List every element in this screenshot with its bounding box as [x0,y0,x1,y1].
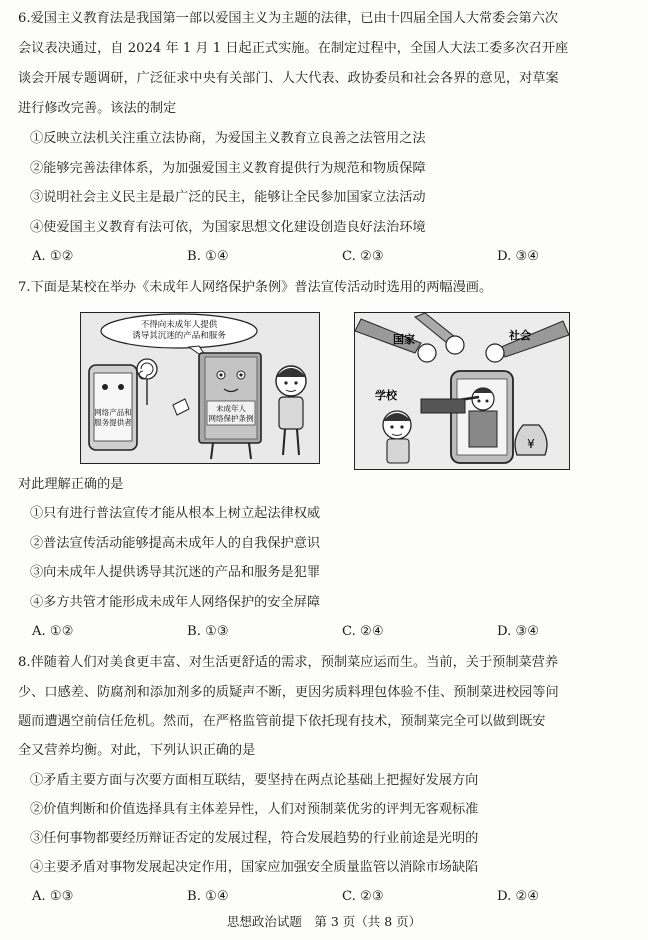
phone-label-2: 服务提供者 [94,418,132,427]
q7-option-b[interactable]: B. ①③ [187,624,229,639]
label-society: 社会 [509,329,531,342]
q7-item-4: ④多方共管才能形成未成年人网络保护的安全屏障 [30,595,321,610]
fist-icon [418,344,436,362]
q6-option-c[interactable]: C. ②③ [342,249,384,264]
q8-item-2: ②价值判断和价值选择具有主体差异性，人们对预制菜优劣的评判无客观标准 [30,802,479,817]
q7-item-2: ②普法宣传活动能够提高未成年人的自我保护意识 [30,536,321,551]
q6-option-b[interactable]: B. ①④ [187,249,229,264]
phone-label-1: 网络产品和 [94,408,132,417]
q7-item-1: ①只有进行普法宣传才能从根本上树立起法律权威 [30,506,321,521]
q7-option-a[interactable]: A. ①② [32,624,74,639]
q6-stem-line-4: 进行修改完善。该法的制定 [18,101,177,116]
bubble-text-1: 不得向未成年人提供 [140,320,218,330]
q8-option-c[interactable]: C. ②③ [342,889,384,904]
q6-stem-line-2: 会议表决通过，自 2024 年 1 月 1 日起正式实施。在制定过程中，全国人大法工委多次召开座 [18,41,569,56]
cartoon-2 [354,312,570,470]
book-label-2: 网络保护条例 [208,414,254,423]
label-school: 学校 [375,389,397,402]
q6-item-1: ①反映立法机关注重立法协商，为爱国主义教育立良善之法管用之法 [30,131,426,146]
q6-item-2: ②能够完善法律体系，为加强爱国主义教育提供行为规范和物质保障 [30,161,426,176]
q8-stem-line-4: 全又营养均衡。对此，下列认识正确的是 [18,743,256,758]
q8-item-4: ④主要矛盾对事物发展起决定作用，国家应加强安全质量监管以消除市场缺陷 [30,860,479,875]
q8-stem-line-2: 少、口感差、防腐剂和添加剂多的质疑声不断，更因劣质料理包体验不佳、预制菜进校园等问 [18,685,559,700]
q6-option-a[interactable]: A. ①② [32,249,74,264]
book-label-1: 未成年人 [216,404,246,413]
q7-item-3: ③向未成年人提供诱导其沉迷的产品和服务是犯罪 [30,565,321,580]
q6-stem-line-1: 6.爱国主义教育法是我国第一部以爱国主义为主题的法律，已由十四届全国人大常委会第六次 [18,11,559,26]
cartoon-2-drawing [355,313,569,469]
q7-option-d[interactable]: D. ③④ [497,624,540,639]
q8-item-3: ③任何事物都要经历辩证否定的发展过程，符合发展趋势的行业前途是光明的 [30,831,479,846]
q6-item-3: ③说明社会主义民主是最广泛的民主，能够让全民参加国家立法活动 [30,190,426,205]
q6-item-4: ④使爱国主义教育有法可依，为国家思想文化建设创造良好法治环境 [30,220,426,235]
money-symbol: ¥ [527,437,535,451]
q8-stem-line-1: 8.伴随着人们对美食更丰富、对生活更舒适的需求，预制菜应运而生。当前，关于预制菜营养 [18,655,559,670]
q8-option-d[interactable]: D. ②④ [497,889,540,904]
q8-option-a[interactable]: A. ①③ [32,889,74,904]
q8-stem-line-3: 题而遭遇空前信任危机。然而，在严格监管前提下依托现有技术，预制菜完全可以做到既安 [18,714,546,729]
q6-stem-line-3: 谈会开展专题调研，广泛征求中央有关部门、人大代表、政协委员和社会各界的意见，对草案 [18,71,559,86]
bubble-text-2: 诱导其沉迷的产品和服务 [132,331,226,341]
page-footer: 思想政治试题 第 3 页（共 8 页） [226,914,422,929]
cartoon-1 [80,312,320,464]
q7-prompt: 对此理解正确的是 [18,477,124,492]
q7-stem: 7.下面是某校在举办《未成年人网络保护条例》普法宣传活动时选用的两幅漫画。 [18,280,493,295]
q8-item-1: ①矛盾主要方面与次要方面相互联结，要坚持在两点论基础上把握好发展方向 [30,773,479,788]
q6-option-d[interactable]: D. ③④ [497,249,540,264]
q7-option-c[interactable]: C. ②④ [342,624,384,639]
label-country: 国家 [393,333,415,346]
cartoon-1-drawing [81,313,319,463]
q8-option-b[interactable]: B. ①④ [187,889,229,904]
